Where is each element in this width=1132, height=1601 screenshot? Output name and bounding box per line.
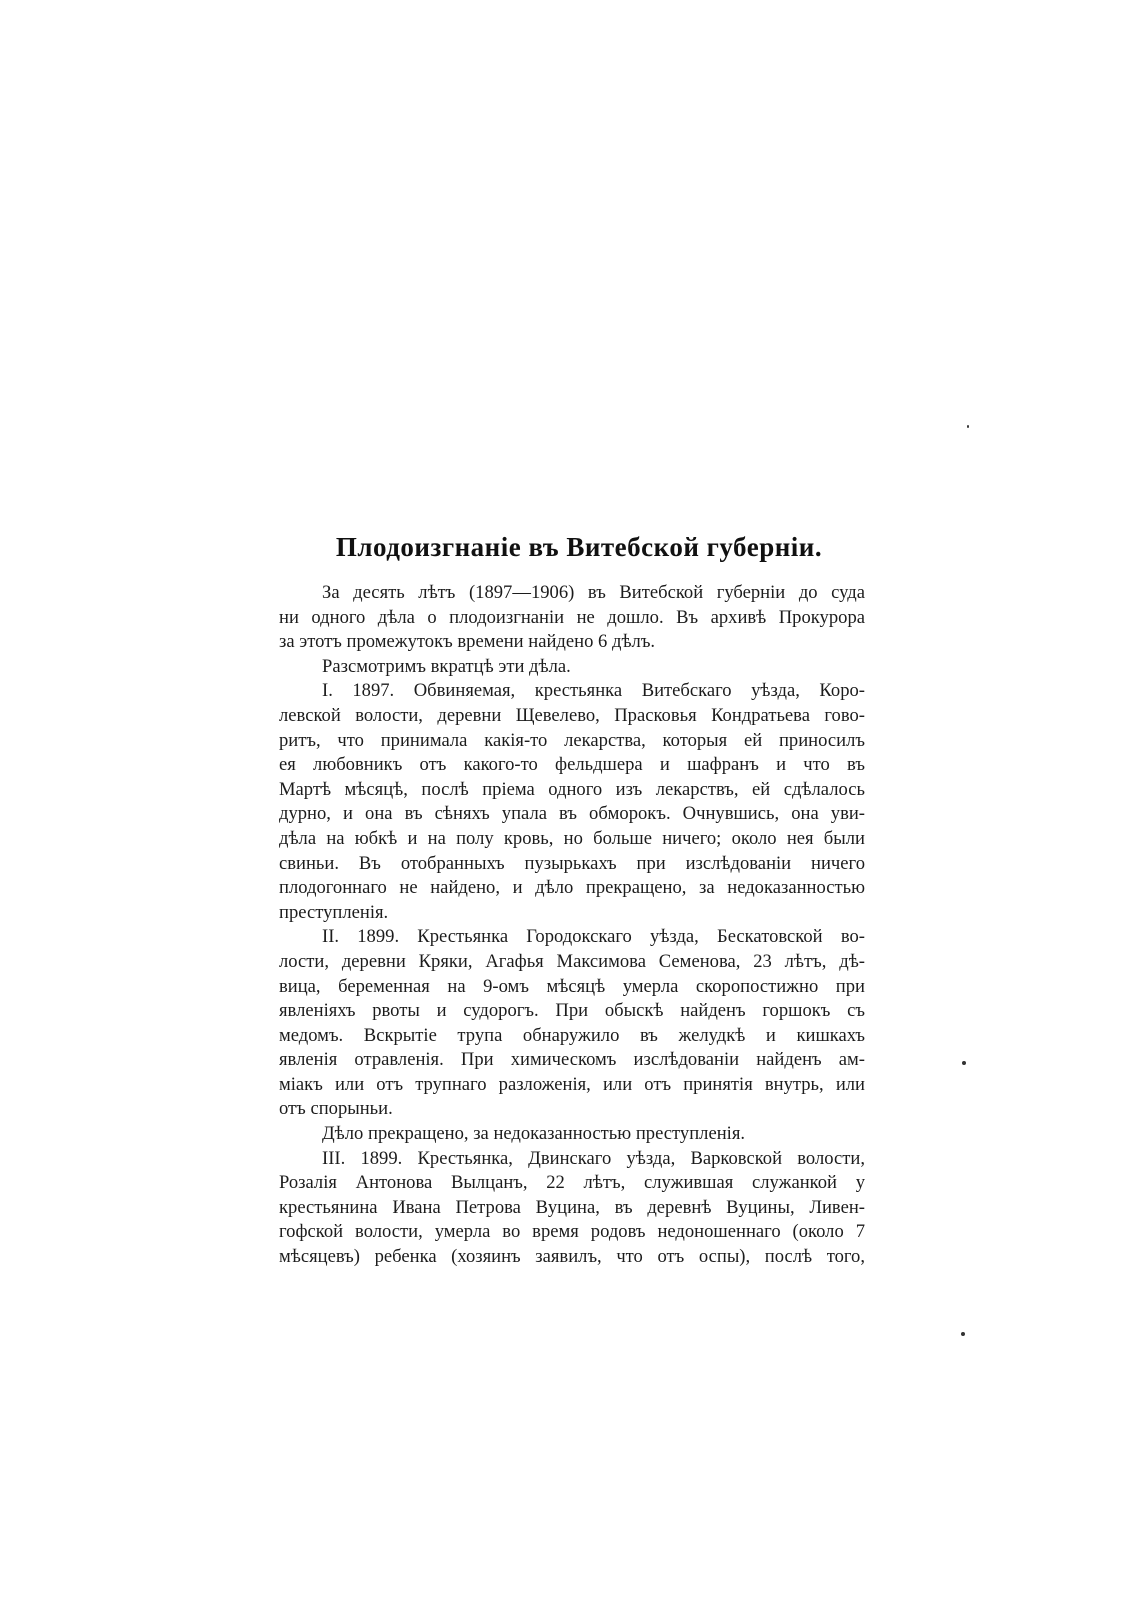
paragraph <box>279 581 865 655</box>
text-line: Разсмотримъ вкратцѣ эти дѣла. <box>322 655 571 677</box>
text-line: крестьянина Ивана Петрова Вуцина, въ деревнѣ Вуцины, Ливен- <box>279 1196 865 1218</box>
text-line: I. 1897. Обвиняемая, крестьянка Витебскаго уѣзда, Коро- <box>322 680 865 702</box>
text-line: отъ спорыньи. <box>279 1098 393 1120</box>
text-line: Розалія Антонова Вылцанъ, 22 лѣтъ, служившая служанкой у <box>279 1172 865 1194</box>
text-line: ни одного дѣла о плодоизгнаніи не дошло. Въ архивѣ Прокурора <box>279 606 865 628</box>
text-line: гофской волости, умерла во время родовъ недоношеннаго (около 7 <box>279 1221 865 1243</box>
paragraph <box>279 1147 865 1270</box>
scan-speck <box>961 1332 965 1336</box>
text-line: медомъ. Вскрытіе трупа обнаружило въ желудкѣ и кишкахъ <box>279 1024 865 1046</box>
text-line: міакъ или отъ трупнаго разложенія, или отъ принятія внутрь, или <box>279 1073 865 1095</box>
text-line: явленія отравленія. При химическомъ изслѣдованіи найденъ ам- <box>279 1049 865 1071</box>
text-line: ея любовникъ отъ какого-то фельдшера и шафранъ и что въ <box>279 754 865 776</box>
text-line: свиньи. Въ отобранныхъ пузырькахъ при изслѣдованіи ничего <box>279 852 865 874</box>
text-line: левской волости, деревни Щевелево, Прасковья Кондратьева гово- <box>279 704 865 726</box>
paragraph <box>279 655 865 680</box>
text-line: дурно, и она въ сѣняхъ упала въ обморокъ. Очнувшись, она уви- <box>279 803 865 825</box>
text-line: Дѣло прекращено, за недоказанностью преступленія. <box>322 1123 746 1145</box>
text-line: за этотъ промежутокъ времени найдено 6 дѣлъ. <box>279 631 656 653</box>
text-line: дѣла на юбкѣ и на полу кровь, но больше ничего; около нея были <box>279 827 865 849</box>
text-line: II. 1899. Крестьянка Городокскаго уѣзда, Бескатовской во- <box>322 926 865 948</box>
text-line: вица, беременная на 9-омъ мѣсяцѣ умерла скоропостижно при <box>279 975 865 997</box>
text-line: мѣсяцевъ) ребенка (хозяинъ заявилъ, что отъ оспы), послѣ того, <box>279 1246 865 1268</box>
paragraph <box>279 1122 865 1147</box>
scan-speck <box>962 1061 966 1065</box>
text-line: Мартѣ мѣсяцѣ, послѣ пріема одного изъ лекарствъ, ей сдѣлалось <box>279 778 865 800</box>
text-line: плодогоннаго не найдено, и дѣло прекращено, за недоказанностью <box>279 877 865 899</box>
text-line: III. 1899. Крестьянка, Двинскаго уѣзда, Варковской волости, <box>322 1147 865 1169</box>
paragraph <box>279 679 865 925</box>
text-line: лости, деревни Кряки, Агафья Максимова Семенова, 23 лѣтъ, дѣ- <box>279 950 865 972</box>
text-line: преступленія. <box>279 901 389 923</box>
text-line: явленіяхъ рвоты и судорогъ. При обыскѣ найденъ горшокъ съ <box>279 1000 865 1022</box>
document-body <box>279 581 865 1270</box>
text-line: За десять лѣтъ (1897—1906) въ Витебской губерніи до суда <box>322 582 865 603</box>
paragraph <box>279 925 865 1122</box>
document-title: Плодоизгнаніе въ Витебской губерніи. <box>335 532 823 562</box>
scan-speck <box>967 425 969 428</box>
text-line: ритъ, что принимала какія-то лекарства, которыя ей приносилъ <box>279 729 865 751</box>
